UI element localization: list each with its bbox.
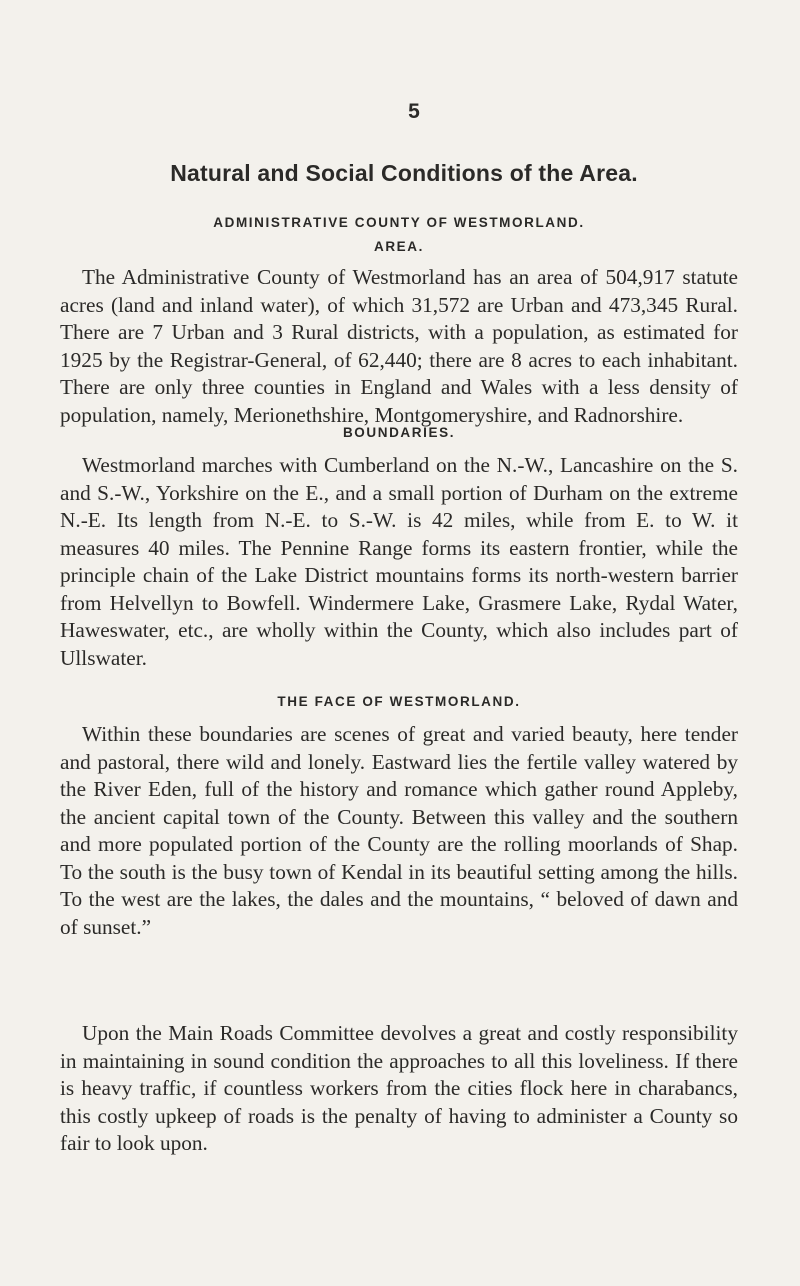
paragraph: The Administrative County of Westmorland has an area of 504,917 statute acres (land and inland water), of which 31,572 are Urban and 473,345 Rural. There are 7 Urban and 3 Rural districts, with a population, as estimated for 1925 by the Registrar-General, of 62,440; there are 8 acres to each inhabitant. There are only three counties in England and Wales with a less density of population, namely, Merionethshire, Montgomeryshire, and Radnorshire. [60,265,738,427]
section-heading-line: BOUNDARIES. [342,425,456,440]
section-heading-boundaries [60,425,738,440]
section-body-face [60,721,738,941]
section-heading-line: THE FACE OF WESTMORLAND. [277,694,521,709]
section-subheading: AREA. [373,239,424,254]
section-body-face-continued [60,1020,738,1158]
section-heading-admin-area [60,211,738,259]
page-title: Natural and Social Conditions of the Area. [170,160,638,186]
paragraph: Upon the Main Roads Committee devolves a great and costly responsibility in maintaining in sound condition the approaches to all this loveliness. If there is heavy traffic, if countless workers from the cities flock here in charabancs, this costly upkeep of roads is the penalty of having to administer a County so fair to look upon. [60,1021,738,1155]
section-body-admin-area [60,264,738,429]
paragraph: Within these boundaries are scenes of great and varied beauty, here tender and pastoral, there wild and lonely. Eastward lies the fertile valley watered by the River Eden, full of the history and romance which gather round Appleby, the ancient capital town of the County. Between this valley and the southern and more populated portion of the County are the rolling moorlands of Shap. To the south is the busy town of Kendal in its beautiful setting among the hills. To the west are the lakes, the dales and the mountains, “ beloved of dawn and of sunset.” [60,722,738,939]
section-heading-face [60,694,738,709]
section-body-boundaries [60,452,738,672]
paragraph: Westmorland marches with Cumberland on the N.-W., Lancashire on the S. and S.-W., Yorkshire on the E., and a small portion of Durham on the extreme N.-E. Its length from N.-E. to S.-W. is 42 miles, while from E. to W. it measures 40 miles. The Pennine Range forms its eastern frontier, while the principle chain of the Lake District mountains forms its north-western barrier from Helvellyn to Bowfell. Windermere Lake, Grasmere Lake, Rydal Water, Haweswater, etc., are wholly within the County, which also includes part of Ullswater. [60,453,738,670]
section-heading-line: ADMINISTRATIVE COUNTY OF WESTMORLAND. [213,215,585,230]
page-number: 5 [408,100,420,123]
